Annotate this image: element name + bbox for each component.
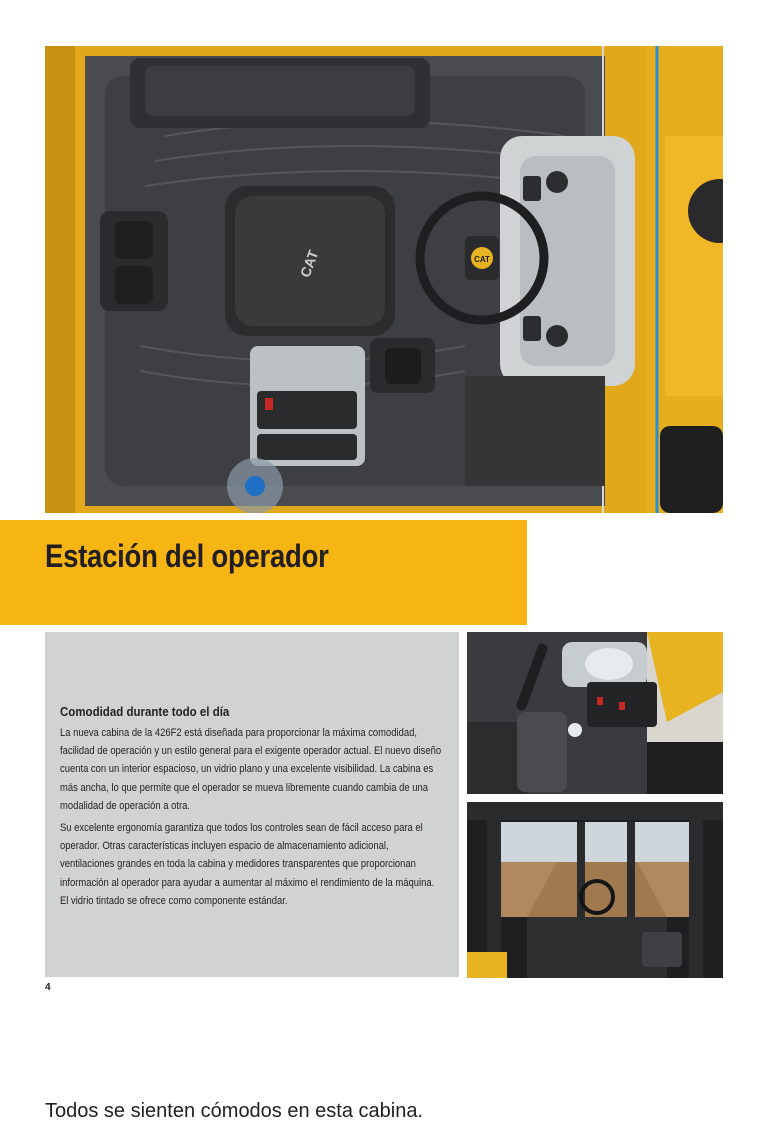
page-number: 4 [45, 982, 51, 993]
body-paragraph-2: Su excelente ergonomía garantiza que todos los controles sean de fácil acceso para el operador. Otras características incluyen espacio de almacenamiento adicional, ventilaciones grandes en toda la cabina y medidores transparentes que proporcionan información al operador para ayudar a aumentar al máximo el rendimiento de la máquina. El vidrio tintado se ofrece como componente estándar. [60, 822, 435, 907]
seat-logo: CAT [296, 247, 322, 280]
control-panel-illustration [467, 632, 723, 794]
section-subtitle: Todos se sienten cómodos en esta cabina. [45, 1100, 424, 1122]
section-title: Estación del operador [45, 538, 329, 574]
control-panel-photo [467, 632, 723, 794]
wheel-logo: CAT [474, 255, 490, 264]
hero-cab-image [45, 46, 723, 513]
body-paragraph-1: La nueva cabina de la 426F2 está diseñada para proporcionar la máxima comodidad, facilidad de operación y un estilo general para el exigente operador actual. El nuevo diseño cuenta con un interior espacioso, un vidrio plano y una excelente visibilidad. La cabina es más ancha, lo que permite que el operador se mueva libremente cuando cambia de una modalidad de operación a otra. [60, 727, 442, 812]
cab-view-illustration [467, 802, 723, 978]
body-text-panel [45, 632, 459, 977]
cab-top-view-illustration [45, 46, 723, 513]
cab-view-photo [467, 802, 723, 978]
body-heading: Comodidad durante todo el día [60, 705, 230, 719]
